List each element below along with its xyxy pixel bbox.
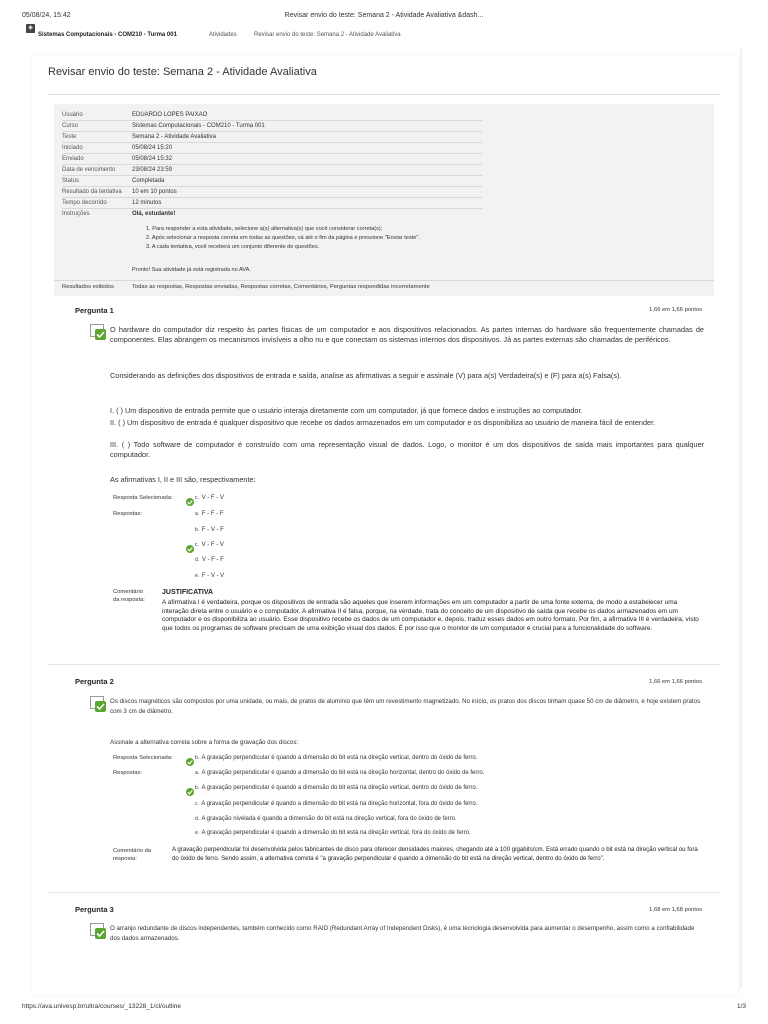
question-1-ask: As afirmativas I, II e III são, respectivamente: <box>110 475 256 484</box>
selected-answer-label: Resposta Selecionada: <box>113 755 173 761</box>
info-value: 12 minutos <box>132 200 162 206</box>
info-value: Semana 2 - Atividade Avaliativa <box>132 134 216 140</box>
selected-answer <box>195 495 224 501</box>
question-1-points: 1,66 em 1,66 pontos <box>649 307 702 313</box>
question-1-text: O hardware do computador diz respeito às partes físicas de um computador e aos dispositivos relacionados. As partes internas do hardware são frequentemente chamadas de componentes. Elas abrangem os mecanismos invisíveis a olho nu e que conectam os sistemas internos dos dispositivos. Já as partes externas são chamadas de periféricos. <box>110 325 704 344</box>
correct-answer-icon <box>90 696 107 713</box>
instruction-step-2: 2. Após selecionar a resposta correta em todas as questões, vá até o fim da página e pressione "Enviar teste". <box>146 235 420 241</box>
option-text: V - F - V <box>201 542 224 548</box>
question-3-text: O arranjo redundante de discos independentes, também conhecido como RAID (Redundant Array of Independent Disks), é uma tecnologia desenvolvida para aumentar o desempenho, assim como a confiabilidade dos dados armazenados. <box>110 925 695 942</box>
info-value: 10 em 10 pontos <box>132 189 177 195</box>
info-row-tempo <box>62 198 482 209</box>
question-1-item-1: I. ( ) Um dispositivo de entrada permite que o usuário interaja diretamente com um computador, já que fornece dados e instruções ao computador. <box>110 406 583 415</box>
comment-label-line-1: Comentário da <box>113 848 152 854</box>
option-letter: e. <box>195 830 200 836</box>
info-label: Instruções <box>62 211 90 217</box>
info-label: Curso <box>62 123 79 129</box>
breadcrumb-atividades[interactable]: Atividades <box>209 32 237 38</box>
correct-answer-icon <box>90 923 107 940</box>
selected-answer <box>195 755 477 761</box>
course-logo-icon[interactable]: ◈ <box>26 24 35 33</box>
answer-option <box>195 511 224 517</box>
instruction-done: Pronto! Sua atividade já está registrada no AVA. <box>132 267 251 273</box>
info-row-resultado <box>62 187 482 198</box>
option-letter: b. <box>195 785 200 791</box>
option-text: V - F - V <box>201 495 224 501</box>
option-letter: e. <box>195 573 200 579</box>
answer-option <box>195 801 477 807</box>
check-icon <box>186 788 194 796</box>
question-2-points: 1,66 em 1,66 pontos <box>649 679 702 685</box>
info-row-curso <box>62 121 482 132</box>
scrollbar[interactable] <box>740 48 742 988</box>
question-1-instruction: Considerando as definições dos dispositivos de entrada e saída, analise as afirmativas a seguir e assinale (V) para a(s) Verdadeira(s) e (F) para a(s) Falsa(s). <box>110 371 622 380</box>
option-text: A gravação perpendicular é quando a dimensão do bit está na direção vertical, dentro do óxido de ferro. <box>201 755 478 761</box>
question-2-text: Os discos magnéticos são compostos por uma unidade, ou mais, de pratos de alumínio que têm um revestimento magnetizado. No início, os pratos dos discos tinham quase 50 cm de diâmetro, e hoje existem pratos com 3 cm de diâmetro. <box>110 698 701 715</box>
option-letter: a. <box>195 770 200 776</box>
info-label: Iniciado <box>62 145 83 151</box>
comment-label <box>113 847 151 863</box>
option-letter: a. <box>195 511 200 517</box>
comment-label-line-2: da resposta: <box>113 597 145 603</box>
option-letter: c. <box>195 542 199 548</box>
instruction-step-3: 3. A cada tentativa, você receberá um conjunto diferente de questões. <box>146 244 320 250</box>
option-text: V - F - F <box>201 557 224 563</box>
results-shown-value: Todas as respostas, Respostas enviadas, Respostas corretas, Comentários, Perguntas respondidas incorretamente <box>132 284 430 290</box>
check-icon <box>186 498 194 506</box>
answer-option <box>195 770 484 776</box>
info-row-instrucoes <box>62 209 482 219</box>
breadcrumb-course[interactable]: Sistemas Computacionais - COM210 - Turma 001 <box>38 32 177 38</box>
question-2-ask: Assinale a alternativa correta sobre a forma de gravação dos discos: <box>110 739 299 746</box>
info-label: Data de vencimento <box>62 167 116 173</box>
question-1-justification: A afirmativa I é verdadeira, porque os dispositivos de entrada são aqueles que inserem informações em um computador a partir de uma fonte externa, de modo a estabelecer uma interação direta entre o usuário e o computador. A afirmativa II é falsa, porque, na verdade, trata do conceito de um dispositivo de saída que recebe os dados armazenados em um computador e os disponibiliza ao usuário. Esse dispositivo recebe os dados de um computador e, depois, traduz esses dados em outro formato. Por fim, a afirmativa III é verdadeira, visto que todos os programas de software precisam de uma exibição visual dos dados. É por isso que o monitor de um computador é crucial para a funcionalidade do software. <box>162 599 699 632</box>
question-3-title: Pergunta 3 <box>75 905 114 914</box>
info-row-enviado <box>62 154 482 165</box>
results-shown-row <box>62 284 430 290</box>
info-value: 23/08/24 23:59 <box>132 167 173 173</box>
justification-title: JUSTIFICATIVA <box>162 589 214 596</box>
option-letter: b. <box>195 527 200 533</box>
info-label: Status <box>62 178 80 184</box>
option-text: A gravação perpendicular é quando a dimensão do bit está na direção vertical, fora do óxido de ferro. <box>201 830 471 836</box>
info-value: Olá, estudante! <box>132 211 176 217</box>
info-value: 05/08/24 15:20 <box>132 145 173 151</box>
comment-label-line-1: Comentário <box>113 589 143 595</box>
option-text: A gravação perpendicular é quando a dimensão do bit está na direção horizontal, fora do óxido de ferro. <box>201 801 478 807</box>
answer-option <box>195 830 471 836</box>
info-value: Completada <box>132 178 165 184</box>
info-row-usuario <box>62 110 482 121</box>
question-1-title: Pergunta 1 <box>75 306 114 315</box>
print-title: Revisar envio do teste: Semana 2 - Atividade Avaliativa &dash... <box>284 12 484 19</box>
info-label: Usuário <box>62 112 83 118</box>
option-text: F - V - V <box>201 573 225 579</box>
correct-answer-option <box>195 542 224 548</box>
correct-answer-option <box>195 785 477 791</box>
breadcrumb-bar <box>26 24 742 40</box>
page-title: Revisar envio do teste: Semana 2 - Atividade Avaliativa <box>48 66 317 78</box>
answers-label: Respostas: <box>113 770 142 776</box>
title-divider <box>48 94 720 95</box>
info-value: 05/08/24 15:32 <box>132 156 173 162</box>
info-row-status <box>62 176 482 187</box>
info-value: Sistemas Computacionais - COM210 - Turma 001 <box>132 123 265 129</box>
answer-option <box>195 557 224 563</box>
info-label: Tempo decorrido <box>62 200 107 206</box>
question-divider <box>48 892 720 893</box>
answer-option <box>195 816 457 822</box>
info-value: EDUARDO LOPES PAIXAO <box>132 112 208 118</box>
print-url: https://ava.univesp.br/ultra/courses/_13228_1/cl/outline <box>22 1003 181 1010</box>
option-text: A gravação perpendicular é quando a dimensão do bit está na direção horizontal, dentro do óxido de ferro. <box>201 770 485 776</box>
selected-answer-label: Resposta Selecionada: <box>113 495 173 501</box>
results-shown-label: Resultados exibidos <box>62 284 114 290</box>
print-page-number: 1/3 <box>736 1003 746 1010</box>
check-icon <box>186 758 194 766</box>
correct-answer-icon <box>90 324 107 341</box>
info-row-iniciado <box>62 143 482 154</box>
question-1-item-2: II. ( ) Um dispositivo de entrada é qualquer dispositivo que recebe os dados armazenados em um computador e os disponibiliza ao usuário de maneira fácil de entender. <box>110 418 656 427</box>
option-letter: c. <box>195 495 199 501</box>
info-divider <box>54 280 714 281</box>
question-2-justification: A gravação perpendicular foi desenvolvida pelos fabricantes de disco para oferecer densidades maiores, chegando até a 100 gigabits/cm. Está errado quando o bit está na direção vertical ou fora do óxido de ferro. Sendo assim, a alternativa correta é "a gravação perpendicular é quando a dimensão do bit está na direção vertical, dentro do óxido de ferro". <box>172 846 698 862</box>
breadcrumb-current: Revisar envio do teste: Semana 2 - Atividade Avaliativa <box>254 32 401 38</box>
answers-label: Respostas: <box>113 511 142 517</box>
option-text: F - F - F <box>201 511 224 517</box>
option-text: A gravação nivelada é quando a dimensão do bit está na direção vertical, fora do óxido de ferro. <box>201 816 457 822</box>
info-label: Resultado da tentativa <box>62 189 122 195</box>
question-divider <box>48 664 720 665</box>
answer-option <box>195 573 224 579</box>
question-1-item-3: III. ( ) Todo software de computador é construído com uma representação visual de dados. Logo, o monitor é um dos dispositivos de saída mais importantes para qualquer computador. <box>110 440 704 459</box>
info-label: Enviado <box>62 156 84 162</box>
info-label: Teste <box>62 134 77 140</box>
option-letter: d. <box>195 557 200 563</box>
option-letter: d. <box>195 816 200 822</box>
comment-label-line-2: resposta: <box>113 856 137 862</box>
option-letter: c. <box>195 801 199 807</box>
option-text: F - V - F <box>201 527 224 533</box>
info-row-teste <box>62 132 482 143</box>
info-row-vencimento <box>62 165 482 176</box>
option-text: A gravação perpendicular é quando a dimensão do bit está na direção vertical, dentro do óxido de ferro. <box>201 785 478 791</box>
print-date: 05/08/24, 15:42 <box>22 12 71 19</box>
check-icon <box>186 545 194 553</box>
option-letter: b. <box>195 755 200 761</box>
instruction-step-1: 1. Para responder a esta atividade, selecione a(s) alternativa(s) que você considerar correta(s); <box>146 226 383 232</box>
question-2-title: Pergunta 2 <box>75 677 114 686</box>
comment-label <box>113 588 145 604</box>
answer-option <box>195 527 224 533</box>
question-3-points: 1,68 em 1,68 pontos <box>649 907 702 913</box>
